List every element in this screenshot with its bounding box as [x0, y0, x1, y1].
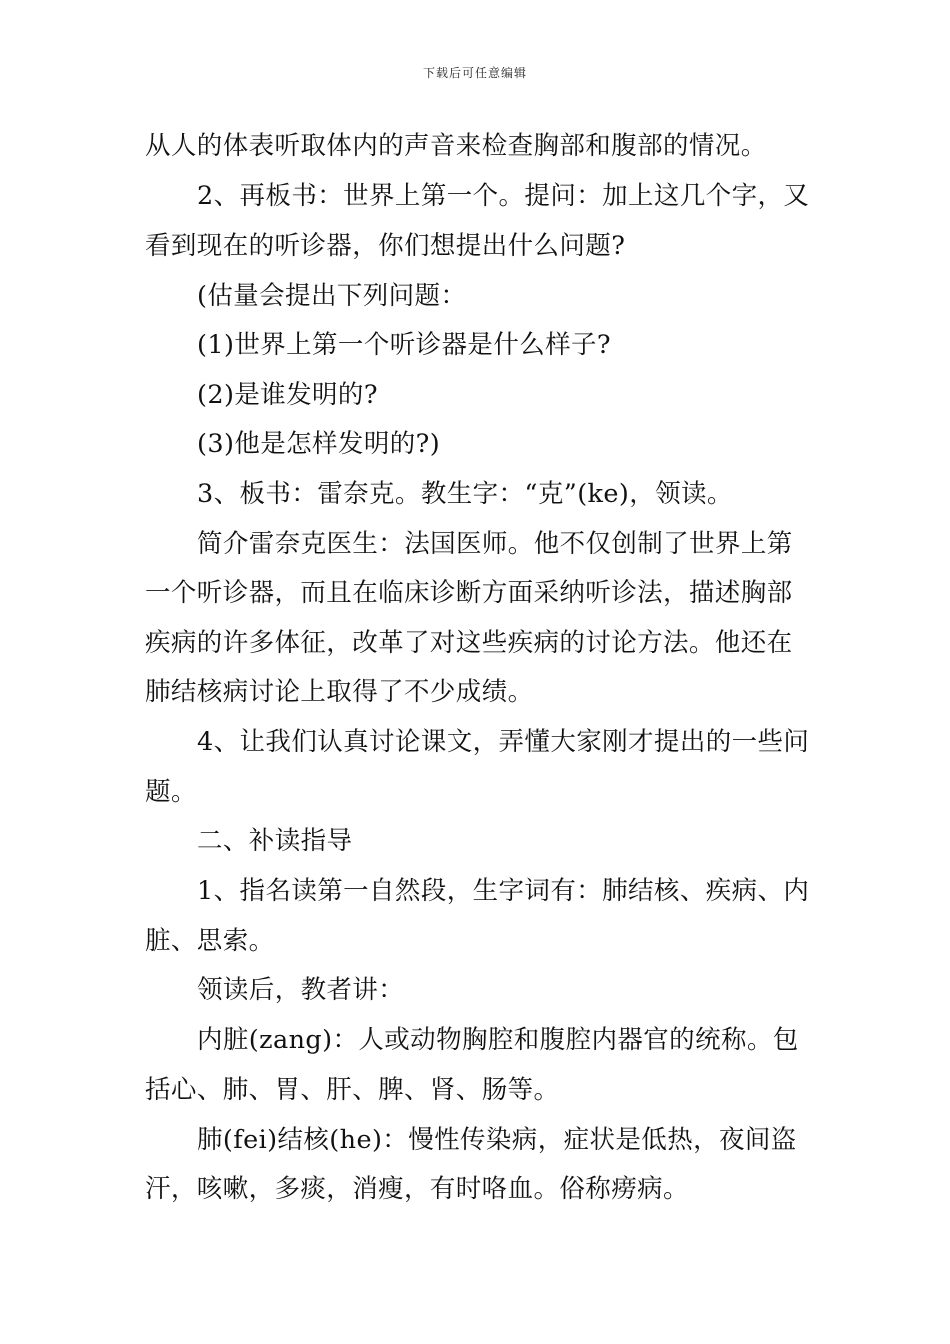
text-line-11: 疾病的许多体征，改革了对这些疾病的讨论方法。他还在 [145, 628, 793, 658]
text-line-2: 2、再板书：世界上第一个。提问：加上这几个字，又 [197, 181, 810, 211]
text-line-13: 4、让我们认真讨论课文，弄懂大家刚才提出的一些问 [197, 727, 810, 757]
text-line-15: 二、补读指导 [197, 826, 353, 856]
text-line-18: 领读后，教者讲： [197, 975, 405, 1005]
text-line-19: 内脏(zang)：人或动物胸腔和腹腔内器官的统称。包 [197, 1025, 799, 1055]
text-line-1: 从人的体表听取体内的声音来检查胸部和腹部的情况。 [145, 131, 767, 161]
page-header: 下载后可任意编辑 [422, 66, 527, 80]
text-line-7: (3)他是怎样发明的?) [197, 429, 441, 459]
text-line-20: 括心、肺、胃、肝、脾、肾、肠等。 [145, 1075, 560, 1105]
text-line-6: (2)是谁发明的? [197, 380, 378, 410]
text-line-4: (估量会提出下列问题： [197, 281, 467, 311]
text-line-3: 看到现在的听诊器，你们想提出什么问题? [145, 231, 626, 261]
text-line-10: 一个听诊器，而且在临床诊断方面采纳听诊法，描述胸部 [145, 578, 793, 608]
text-line-14: 题。 [145, 777, 197, 807]
text-line-16: 1、指名读第一自然段，生字词有：肺结核、疾病、内 [197, 876, 810, 906]
text-line-21: 肺(fei)结核(he)：慢性传染病，症状是低热，夜间盗 [197, 1125, 797, 1155]
text-line-17: 脏、思索。 [145, 926, 275, 956]
text-line-9: 简介雷奈克医生：法国医师。他不仅创制了世界上第 [197, 529, 793, 559]
text-line-5: (1)世界上第一个听诊器是什么样子? [197, 330, 611, 360]
text-line-12: 肺结核病讨论上取得了不少成绩。 [145, 677, 534, 707]
text-line-8: 3、板书：雷奈克。教生字：“克”(ke)，领读。 [197, 479, 733, 509]
text-line-22: 汗，咳嗽，多痰，消瘦，有时咯血。俗称痨病。 [145, 1174, 689, 1204]
